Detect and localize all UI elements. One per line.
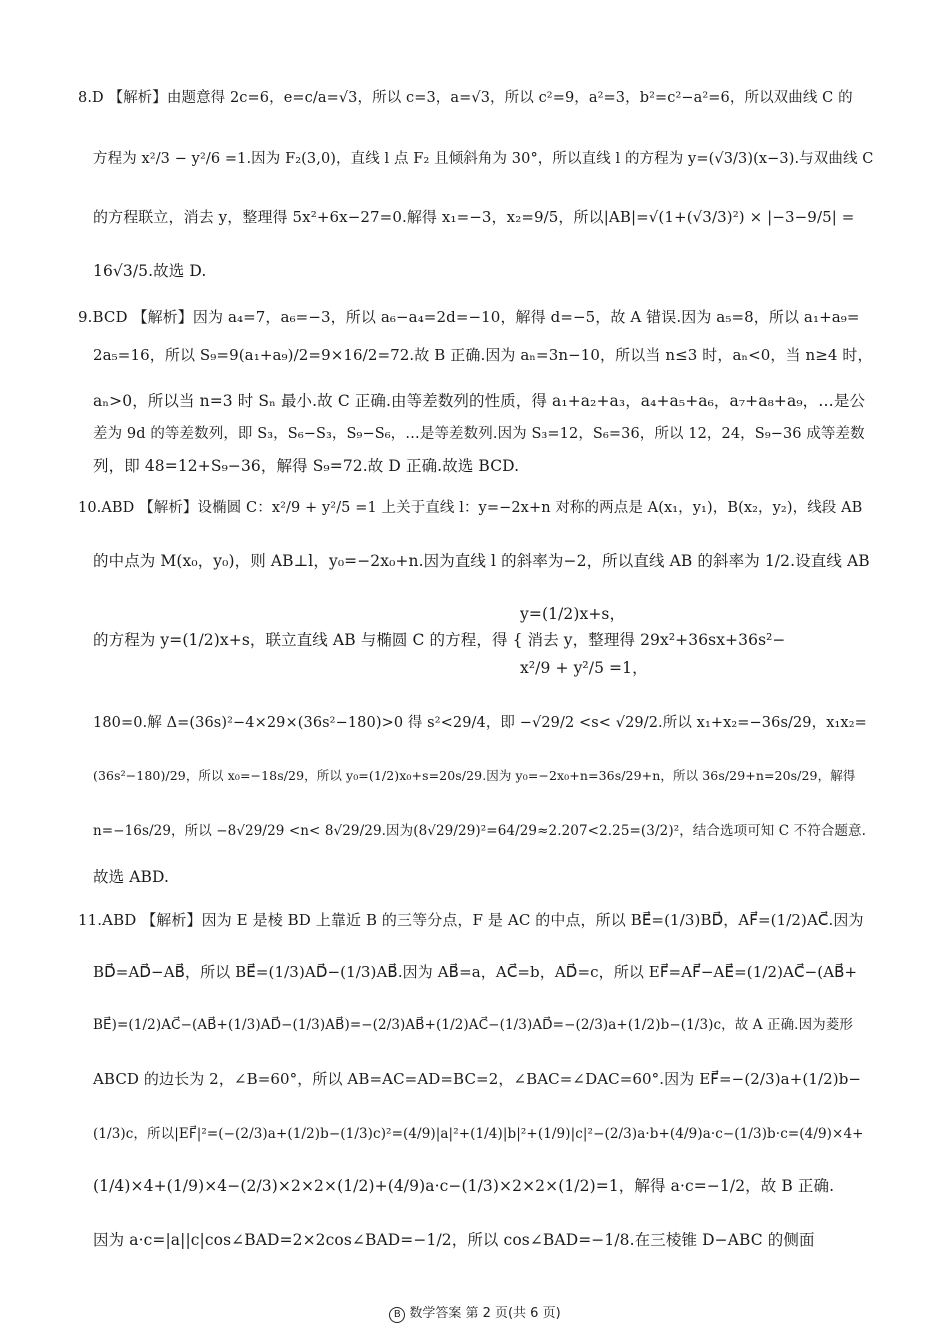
q11-line-7: 因为 a·c=|a||c|cos∠BAD=2×2cos∠BAD=−1/2，所以 cos∠BAD=−1/8.在三棱锥 D−ABC 的侧面 <box>93 1231 815 1249</box>
version-badge: B <box>389 1307 405 1323</box>
q10-line-7: 故选 ABD. <box>93 868 170 886</box>
q8-line-3: 的方程联立，消去 y，整理得 5x²+6x−27=0.解得 x₁=−3，x₂=9/5，所以|AB|=√(1+(√3/3)²) × |−3−9/5| = <box>93 208 855 226</box>
q11-line-4: ABCD 的边长为 2，∠B=60°，所以 AB=AC=AD=BC=2，∠BAC=∠DAC=60°.因为 EF⃗=−(2/3)a+(1/2)b− <box>93 1070 862 1088</box>
q8-line-1: 8.D 【解析】由题意得 2c=6，e=c/a=√3，所以 c=3，a=√3，所以 c²=9，a²=3，b²=c²−a²=6，所以双曲线 C 的 <box>78 90 853 106</box>
q10-line-6: n=−16s/29，所以 −8√29/29 <n< 8√29/29.因为(8√29/29)²=64/29≈2.207<2.25=(3/2)²，结合选项可知 C 不符合题意. <box>93 823 867 839</box>
q10-line-5: (36s²−180)/29，所以 x₀=−18s/29，所以 y₀=(1/2)x₀+s=20s/29.因为 y₀=−2x₀+n=36s/29+n，所以 36s/29+n=20s/29，解得 <box>93 768 856 783</box>
q9-line-3: aₙ>0，所以当 n=3 时 Sₙ 最小.故 C 正确.由等差数列的性质，得 a₁+a₂+a₃，a₄+a₅+a₆，a₇+a₈+a₉，…是公 <box>93 392 866 410</box>
q9-line-1: 9.BCD 【解析】因为 a₄=7，a₆=−3，所以 a₆−a₄=2d=−10，解得 d=−5，故 A 错误.因为 a₅=8，所以 a₁+a₉= <box>78 308 860 326</box>
q10-line-3: 的方程为 y=(1/2)x+s，联立直线 AB 与椭圆 C 的方程，得 { 消去 y，整理得 29x²+36sx+36s²− <box>93 631 786 649</box>
q10-line-1: 10.ABD 【解析】设椭圆 C：x²/9 + y²/5 =1 上关于直线 l：y=−2x+n 对称的两点是 A(x₁，y₁)，B(x₂，y₂)，线段 AB <box>78 500 863 516</box>
q11-line-2: BD⃗=AD⃗−AB⃗，所以 BE⃗=(1/3)AD⃗−(1/3)AB⃗.因为 AB⃗=a，AC⃗=b，AD⃗=c，所以 EF⃗=AF⃗−AE⃗=(1/2)AC⃗−(AB⃗+ <box>93 963 858 981</box>
q10-line-2: 的中点为 M(x₀，y₀)，则 AB⊥l，y₀=−2x₀+n.因为直线 l 的斜率为−2，所以直线 AB 的斜率为 1/2.设直线 AB <box>93 552 870 570</box>
q10-line-4: 180=0.解 Δ=(36s)²−4×29×(36s²−180)>0 得 s²<29/4，即 −√29/2 <s< √29/2.所以 x₁+x₂=−36s/29，x₁x₂= <box>93 715 867 731</box>
q11-line-3: BE⃗)=(1/2)AC⃗−(AB⃗+(1/3)AD⃗−(1/3)AB⃗)=−(2/3)AB⃗+(1/2)AC⃗−(1/3)AD⃗=−(2/3)a+(1/2)b−(1/3)c，故 A 正确.因为菱形 <box>93 1017 853 1033</box>
q11-line-5: (1/3)c，所以|EF⃗|²=(−(2/3)a+(1/2)b−(1/3)c)²=(4/9)|a|²+(1/4)|b|²+(1/9)|c|²−(2/3)a·b+(4/9)a·c−(1/3)b·c=(4/9)×4+ <box>93 1126 864 1142</box>
footer-text: 数学答案 第 2 页(共 6 页) <box>409 1306 561 1321</box>
q8-line-4: 16√3/5.故选 D. <box>93 262 207 280</box>
q9-line-2: 2a₅=16，所以 S₉=9(a₁+a₉)/2=9×16/2=72.故 B 正确.因为 aₙ=3n−10，所以当 n≤3 时，aₙ<0，当 n≥4 时， <box>93 346 873 364</box>
q8-line-2: 方程为 x²/3 − y²/6 =1.因为 F₂(3,0)，直线 l 点 F₂ 且倾斜角为 30°，所以直线 l 的方程为 y=(√3/3)(x−3).与双曲线 C <box>93 151 874 167</box>
page-footer <box>0 1302 950 1323</box>
q9-line-5: 列，即 48=12+S₉−36，解得 S₉=72.故 D 正确.故选 BCD. <box>93 457 520 475</box>
q11-line-1: 11.ABD 【解析】因为 E 是棱 BD 上靠近 B 的三等分点，F 是 AC 的中点，所以 BE⃗=(1/3)BD⃗，AF⃗=(1/2)AC⃗.因为 <box>78 911 864 929</box>
q10-system-eq-2: x²/9 + y²/5 =1， <box>520 659 648 677</box>
q10-system-eq-1: y=(1/2)x+s， <box>520 605 626 623</box>
q11-line-6: (1/4)×4+(1/9)×4−(2/3)×2×2×(1/2)+(4/9)a·c−(1/3)×2×2×(1/2)=1，解得 a·c=−1/2，故 B 正确. <box>93 1177 835 1195</box>
q9-line-4: 差为 9d 的等差数列，即 S₃，S₆−S₃，S₉−S₆，…是等差数列.因为 S₃=12，S₆=36，所以 12，24，S₉−36 成等差数 <box>93 426 865 442</box>
